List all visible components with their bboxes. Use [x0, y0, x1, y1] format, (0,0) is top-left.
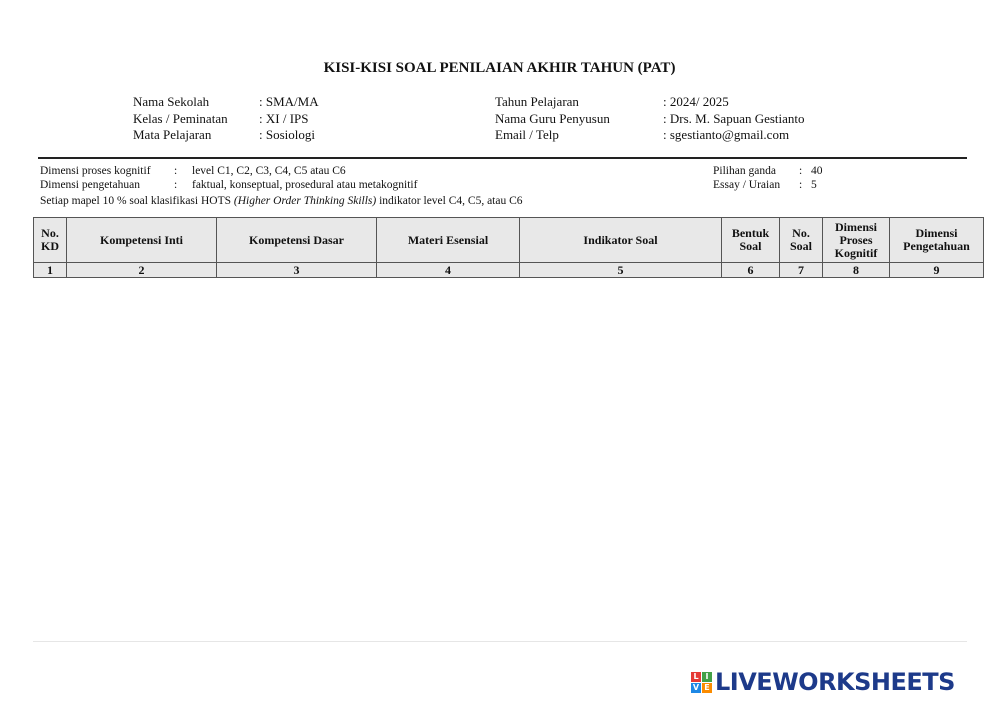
info-value: : SMA/MA — [259, 94, 319, 109]
dimension-label: Dimensi pengetahuan — [40, 179, 140, 191]
footer-divider — [33, 641, 967, 642]
dimension-notes — [40, 164, 417, 192]
info-value: : Drs. M. Sapuan Gestianto — [663, 110, 805, 126]
info-row-teacher — [495, 111, 805, 128]
col-header-indikator-soal: Indikator Soal — [520, 218, 722, 263]
table-row-column-numbers — [34, 263, 984, 278]
info-label: Email / Telp — [495, 127, 559, 142]
info-label: Nama Sekolah — [133, 94, 210, 109]
column-number: 7 — [780, 263, 823, 278]
col-header-bentuk-soal: Bentuk Soal — [722, 218, 780, 263]
info-value: : 2024/ 2025 — [663, 94, 729, 109]
info-row-school — [133, 94, 319, 111]
col-header-dimensi-proses-kognitif: Dimensi Proses Kognitif — [823, 218, 890, 263]
info-value: : XI / IPS — [259, 110, 309, 126]
dimension-value: level C1, C2, C3, C4, C5 atau C6 — [192, 165, 346, 177]
logo-block-i: I — [702, 672, 712, 682]
dimension-separator: : — [174, 179, 178, 191]
logo-block-v: V — [692, 682, 700, 692]
count-separator: : — [799, 165, 803, 177]
count-row-multiple-choice — [713, 164, 823, 178]
hots-text-end: indikator level C4, C5, atau C6 — [376, 195, 523, 207]
col-header-kompetensi-inti: Kompetensi Inti — [67, 218, 217, 263]
page-title: KISI-KISI SOAL PENILAIAN AKHIR TAHUN (PAT) — [323, 60, 676, 76]
hots-note — [40, 195, 523, 207]
info-row-email — [495, 127, 805, 144]
info-label: Kelas / Peminatan — [133, 110, 228, 126]
hots-italic-text: (Higher Order Thinking Skills) — [233, 195, 377, 207]
logo-wordmark: LIVEWORKSHEETS — [715, 668, 955, 696]
column-number: 3 — [217, 263, 377, 278]
info-value: : Sosiologi — [259, 127, 315, 142]
logo-block-e: E — [702, 683, 712, 693]
col-header-kompetensi-dasar: Kompetensi Dasar — [217, 218, 377, 263]
count-row-essay — [713, 178, 823, 192]
liveworksheets-logo — [691, 668, 955, 696]
column-number: 1 — [34, 263, 67, 278]
info-row-subject — [133, 127, 319, 144]
question-count-notes — [713, 164, 823, 192]
count-separator: : — [799, 179, 803, 191]
dimension-row-cognitive — [40, 164, 417, 178]
info-value: : sgestianto@gmail.com — [663, 127, 790, 142]
count-value: 40 — [811, 165, 823, 177]
count-value: 5 — [811, 179, 817, 191]
column-number: 5 — [520, 263, 722, 278]
col-header-dimensi-pengetahuan: Dimensi Pengetahuan — [890, 218, 984, 263]
school-info-right — [495, 94, 805, 144]
info-row-class — [133, 111, 319, 128]
info-row-year — [495, 94, 805, 111]
header-divider — [38, 157, 967, 159]
column-number: 8 — [823, 263, 890, 278]
dimension-row-knowledge — [40, 178, 417, 192]
dimension-separator: : — [174, 165, 178, 177]
table-header-row — [34, 218, 984, 263]
count-label: Pilihan ganda — [713, 165, 776, 177]
column-number: 6 — [722, 263, 780, 278]
column-number: 2 — [67, 263, 217, 278]
grid-table — [33, 217, 984, 278]
school-info-left — [133, 94, 319, 144]
info-label: Mata Pelajaran — [133, 127, 212, 142]
count-label: Essay / Uraian — [713, 179, 781, 191]
info-label: Tahun Pelajaran — [495, 94, 579, 109]
logo-block-l: L — [691, 672, 701, 682]
col-header-materi-esensial: Materi Esensial — [377, 218, 520, 263]
logo-icon — [691, 672, 712, 693]
hots-text: Setiap mapel 10 % soal klasifikasi HOTS — [40, 195, 234, 207]
dimension-label: Dimensi proses kognitif — [40, 165, 151, 177]
column-number: 9 — [890, 263, 984, 278]
info-label: Nama Guru Penyusun — [495, 110, 610, 126]
col-header-no-kd: No. KD — [34, 218, 67, 263]
col-header-no-soal: No. Soal — [780, 218, 823, 263]
column-number: 4 — [377, 263, 520, 278]
dimension-value: faktual, konseptual, prosedural atau metakognitif — [192, 179, 418, 191]
